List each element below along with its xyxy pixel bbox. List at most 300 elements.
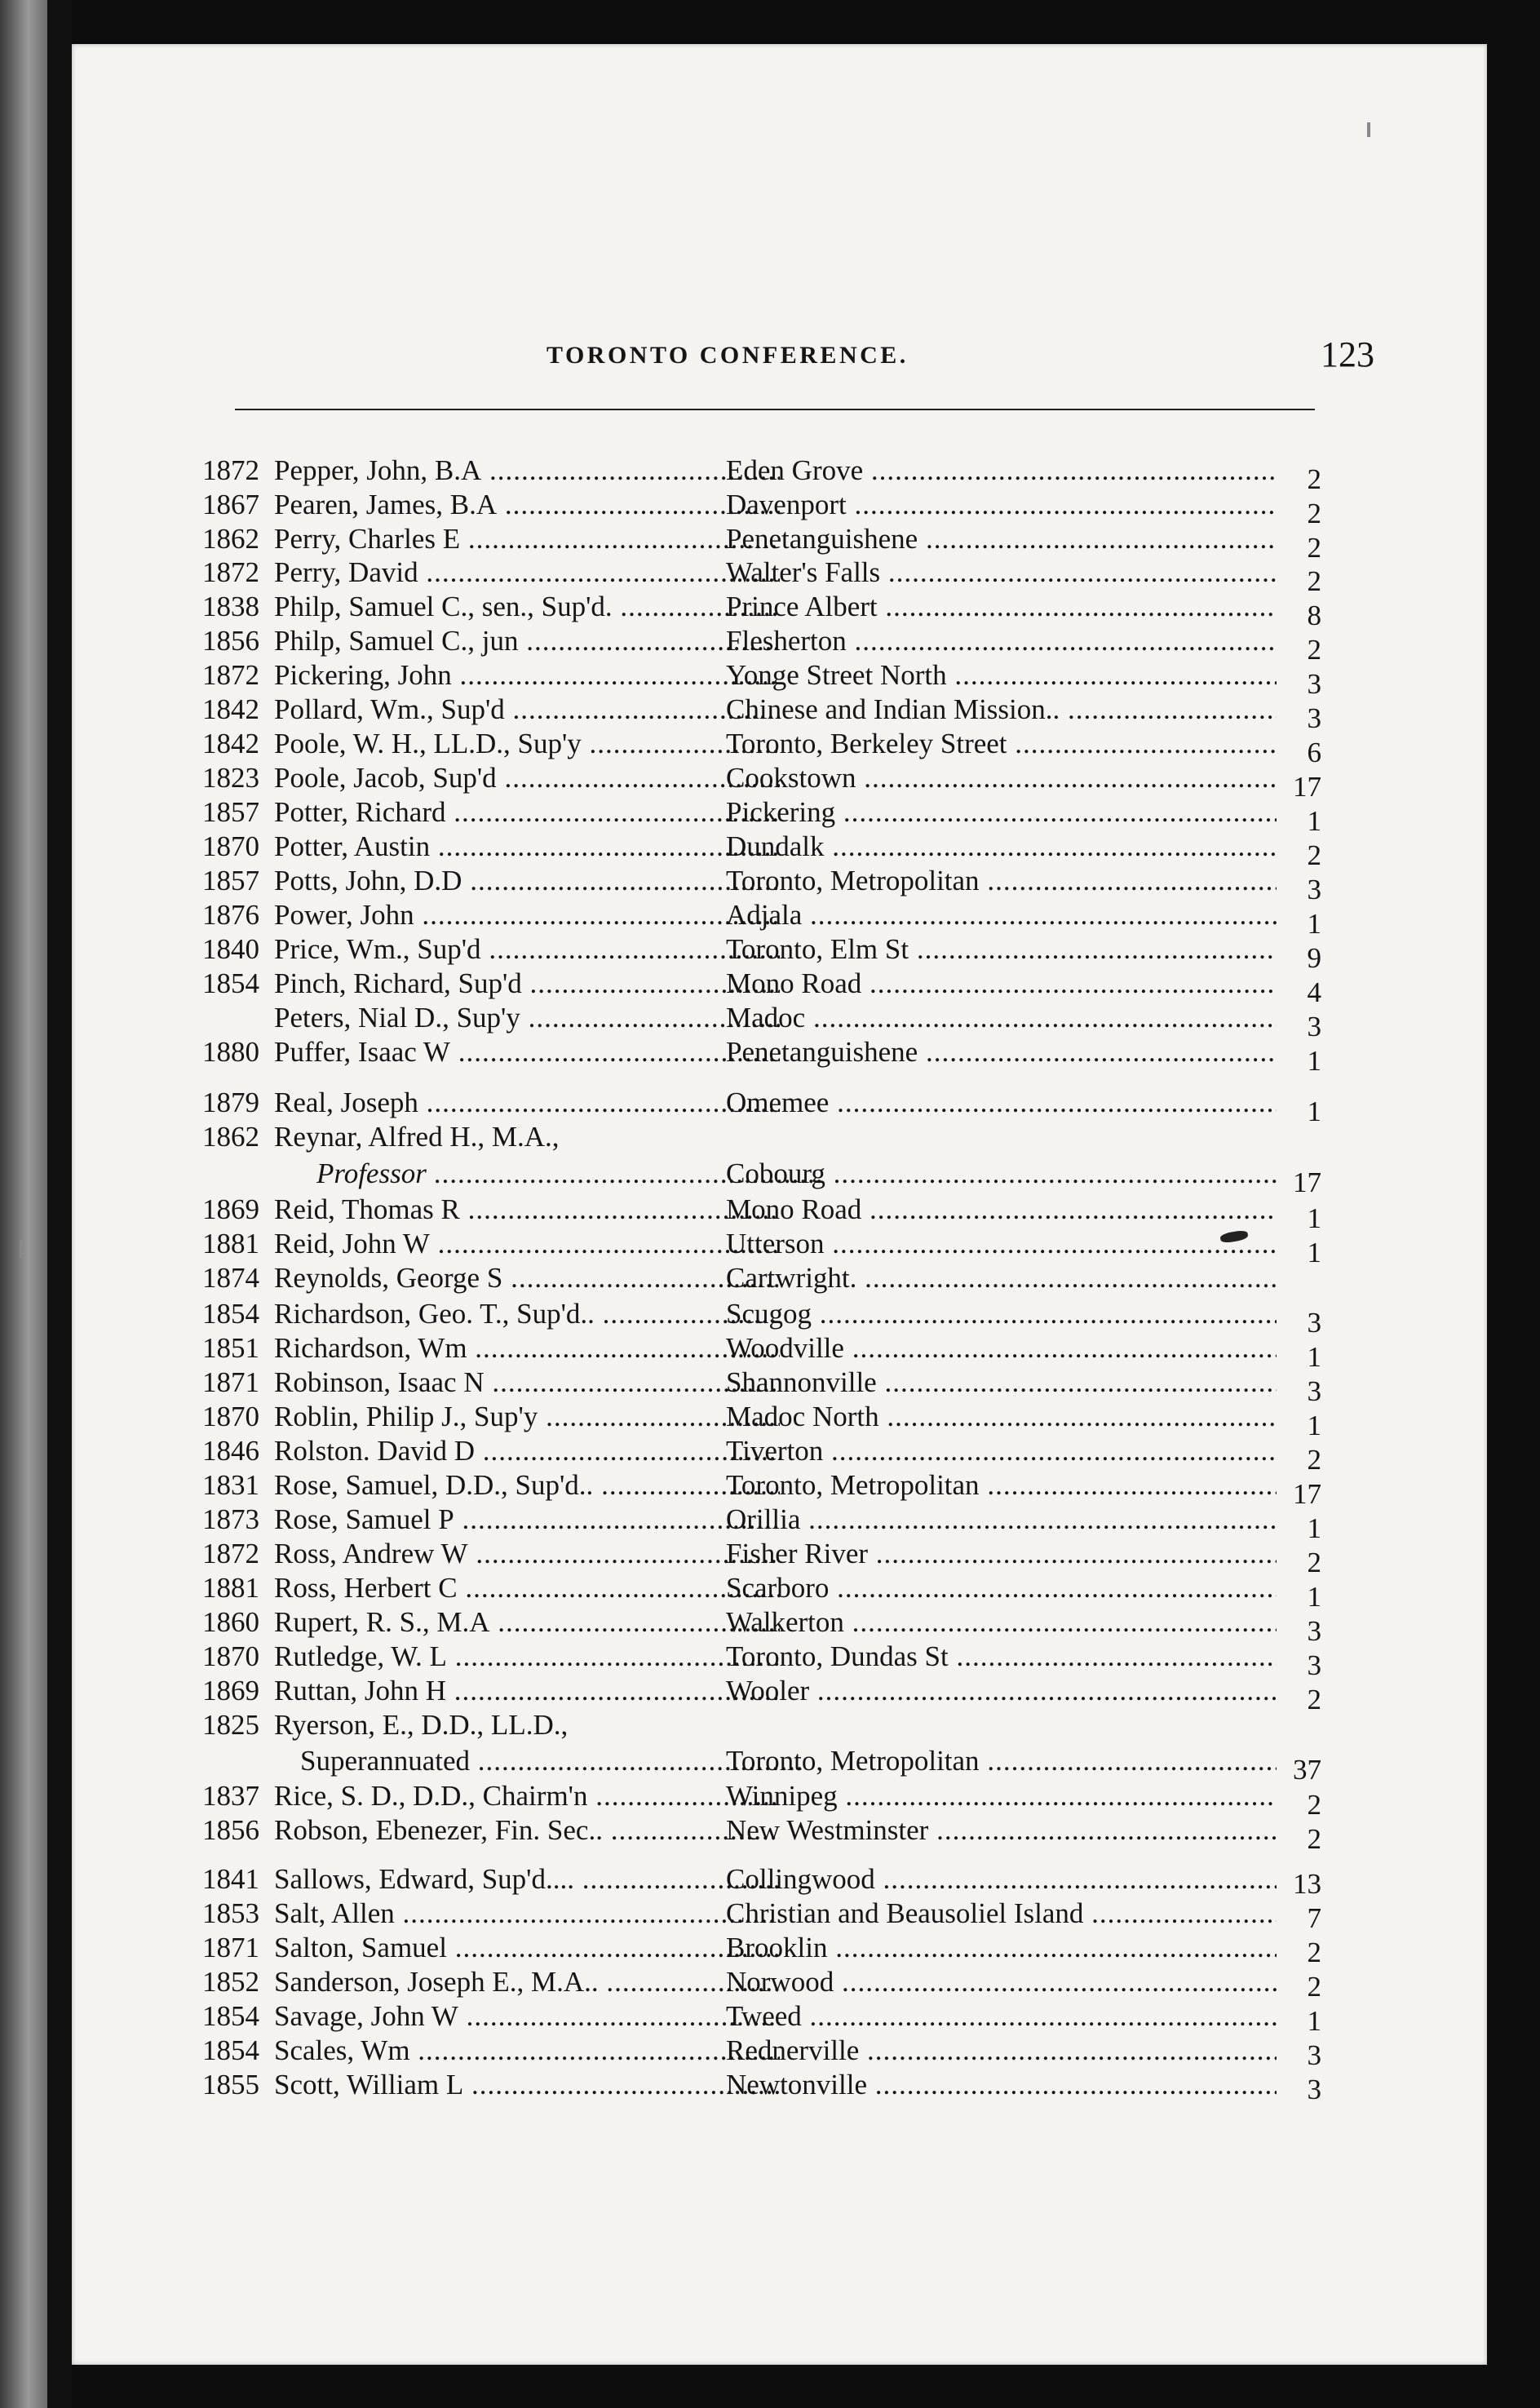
entry-row xyxy=(72,1366,1487,1407)
entry-place-text: Toronto, Elm St xyxy=(726,933,909,965)
entry-year: 1842 xyxy=(202,693,259,725)
entry-name-text: Savage, John W xyxy=(274,2000,458,2032)
entry-name xyxy=(274,489,780,521)
entry-place xyxy=(726,2034,1277,2067)
entry-count: 1 xyxy=(1307,1410,1321,1441)
entry-place-text: Madoc xyxy=(726,1002,806,1034)
entry-place-text: Prince Albert xyxy=(726,591,878,622)
entry-row xyxy=(72,1087,1487,1127)
entry-count: 3 xyxy=(1307,2074,1321,2105)
entry-place-text: Tweed xyxy=(726,2000,802,2032)
entry-place xyxy=(726,1298,1277,1330)
entry-count: 2 xyxy=(1307,565,1321,597)
entry-count: 2 xyxy=(1307,498,1321,529)
entry-place xyxy=(726,830,1277,863)
entry-count: 2 xyxy=(1307,532,1321,564)
entry-place xyxy=(726,1745,1277,1777)
entry-name xyxy=(274,1538,780,1570)
entry-name xyxy=(274,1193,780,1226)
entry-name-text: Roblin, Philip J., Sup'y xyxy=(274,1401,538,1432)
entry-name xyxy=(274,830,780,863)
entry-place-text: Newtonville xyxy=(726,2069,868,2100)
entry-year: 1856 xyxy=(202,1814,259,1846)
entry-count: 1 xyxy=(1307,1581,1321,1613)
entry-row xyxy=(72,1158,1487,1198)
entry-name xyxy=(274,967,780,1000)
entry-count: 17 xyxy=(1293,771,1321,803)
entry-name xyxy=(274,1332,780,1365)
entry-year: 1825 xyxy=(202,1709,259,1741)
entry-place-text: Tiverton xyxy=(726,1435,824,1467)
entry-year: 1857 xyxy=(202,796,259,828)
entry-name xyxy=(274,1036,780,1069)
entry-place xyxy=(726,1814,1277,1847)
entry-count: 3 xyxy=(1307,2039,1321,2071)
entry-place-text: Collingwood xyxy=(726,1863,875,1895)
entry-name-text: Power, John xyxy=(274,899,414,931)
entry-name xyxy=(274,1780,780,1813)
entry-name-text: Pinch, Richard, Sup'd xyxy=(274,967,522,999)
entry-name-text: Reid, John W xyxy=(274,1228,430,1259)
entry-year: 1869 xyxy=(202,1193,259,1225)
entry-year: 1846 xyxy=(202,1435,259,1467)
entry-count: 1 xyxy=(1307,1341,1321,1373)
entry-place xyxy=(726,967,1277,1000)
entry-name xyxy=(274,659,780,692)
entry-row xyxy=(72,1036,1487,1077)
entry-name-text: Rutledge, W. L xyxy=(274,1640,447,1672)
entry-row xyxy=(72,1932,1487,1968)
entry-place xyxy=(726,1193,1277,1226)
entry-place xyxy=(726,1780,1277,1813)
entry-name xyxy=(274,933,780,966)
entry-place xyxy=(726,1036,1277,1069)
entry-row xyxy=(72,933,1487,974)
entry-row xyxy=(72,2069,1487,2105)
entry-place xyxy=(726,1538,1277,1570)
entry-row xyxy=(72,1814,1487,1855)
entry-place-text: Penetanguishene xyxy=(726,523,918,555)
entry-row xyxy=(72,693,1487,734)
entry-place-text: Walter's Falls xyxy=(726,556,881,588)
entry-place xyxy=(726,454,1277,487)
entry-name-text: Reynolds, George S xyxy=(274,1262,503,1294)
entry-row xyxy=(72,1401,1487,1441)
entry-place xyxy=(726,1863,1277,1896)
entry-name-text: Pickering, John xyxy=(274,659,452,691)
entry-place-text: Dundalk xyxy=(726,830,825,862)
entry-place-text: Mono Road xyxy=(726,967,862,999)
entry-name-text: Pearen, James, B.A xyxy=(274,489,498,520)
entry-name-text: Rupert, R. S., M.A xyxy=(274,1606,490,1638)
entry-count: 3 xyxy=(1307,1615,1321,1647)
entry-name xyxy=(274,1121,780,1153)
entry-name-text: Richardson, Geo. T., Sup'd.. xyxy=(274,1298,595,1330)
entry-place-text: Orillia xyxy=(726,1503,801,1535)
entry-count: 3 xyxy=(1307,1307,1321,1339)
entry-row xyxy=(72,1780,1487,1821)
entry-place-text: Madoc North xyxy=(726,1401,879,1432)
entry-name xyxy=(274,1863,780,1896)
entry-place-text: Toronto, Metropolitan xyxy=(726,865,980,896)
entry-year: 1841 xyxy=(202,1863,259,1895)
entry-year: 1854 xyxy=(202,967,259,999)
entry-name xyxy=(274,1814,780,1847)
entry-name-text: Rice, S. D., D.D., Chairm'n xyxy=(274,1780,588,1812)
entry-name-text: Ruttan, John H xyxy=(274,1675,446,1706)
entry-name-text: Ryerson, E., D.D., LL.D., xyxy=(274,1709,569,1741)
entry-year: 1871 xyxy=(202,1366,259,1398)
entry-year: 1854 xyxy=(202,2000,259,2032)
entry-place xyxy=(726,1966,1277,1999)
entry-name-text: Price, Wm., Sup'd xyxy=(274,933,481,965)
entry-row xyxy=(72,1002,1487,1042)
entry-place xyxy=(726,1002,1277,1034)
entry-row xyxy=(72,1538,1487,1578)
entry-name-text: Scales, Wm xyxy=(274,2034,410,2066)
entry-place-text: Toronto, Metropolitan xyxy=(726,1469,980,1501)
entry-row xyxy=(72,523,1487,564)
entry-row xyxy=(72,830,1487,871)
entry-row xyxy=(72,1709,1487,1742)
entry-name xyxy=(274,1897,780,1930)
entry-count: 3 xyxy=(1307,874,1321,905)
entry-row xyxy=(72,1503,1487,1544)
entry-count: 3 xyxy=(1307,1011,1321,1042)
entry-year: 1870 xyxy=(202,830,259,862)
entry-row xyxy=(72,1897,1487,1934)
entry-count: 2 xyxy=(1307,1823,1321,1855)
entry-count: 1 xyxy=(1307,1096,1321,1127)
entry-place-text: Brooklin xyxy=(726,1932,828,1963)
entry-year: 1872 xyxy=(202,659,259,691)
entry-name-text: Robinson, Isaac N xyxy=(274,1366,485,1398)
entry-name xyxy=(274,1002,780,1034)
entry-row xyxy=(72,1469,1487,1510)
entry-row xyxy=(72,796,1487,837)
entry-name-text: Reynar, Alfred H., M.A., xyxy=(274,1121,560,1153)
entry-name xyxy=(274,865,780,897)
entry-year: 1838 xyxy=(202,591,259,622)
entry-place-text: Cobourg xyxy=(726,1158,825,1189)
entry-year: 1870 xyxy=(202,1401,259,1432)
entry-year: 1856 xyxy=(202,625,259,657)
entry-name xyxy=(274,728,780,760)
entry-place xyxy=(726,659,1277,692)
entry-name-text: Salt, Allen xyxy=(274,1897,395,1929)
entry-count: 4 xyxy=(1307,976,1321,1008)
entry-count: 3 xyxy=(1307,1649,1321,1681)
entry-place-text: Flesherton xyxy=(726,625,847,657)
entry-count: 1 xyxy=(1307,1202,1321,1234)
entry-count: 9 xyxy=(1307,942,1321,974)
entry-name-text: Poole, W. H., LL.D., Sup'y xyxy=(274,728,582,759)
entry-place xyxy=(726,1401,1277,1433)
entry-place xyxy=(726,899,1277,932)
entry-row xyxy=(72,1745,1487,1786)
entry-name xyxy=(274,625,780,657)
entry-row xyxy=(72,625,1487,666)
entry-place-text: Pickering xyxy=(726,796,836,828)
entry-count: 13 xyxy=(1293,1868,1321,1900)
entry-row xyxy=(72,1193,1487,1234)
entry-place-text: Davenport xyxy=(726,489,847,520)
entry-row xyxy=(72,454,1487,495)
entry-place xyxy=(726,762,1277,795)
entry-name xyxy=(274,523,780,556)
entry-count: 2 xyxy=(1307,839,1321,871)
entry-name xyxy=(274,1435,780,1467)
entry-name-text: Potter, Richard xyxy=(274,796,446,828)
entry-year: 1842 xyxy=(202,728,259,759)
entry-row xyxy=(72,967,1487,1008)
entry-name-text: Puffer, Isaac W xyxy=(274,1036,450,1068)
entry-place xyxy=(726,1640,1277,1673)
page-number: 123 xyxy=(1321,334,1374,374)
entry-place xyxy=(726,1606,1277,1639)
entry-name xyxy=(274,1675,780,1707)
entry-place xyxy=(726,556,1277,589)
entry-place xyxy=(726,489,1277,521)
entry-name xyxy=(274,1572,780,1605)
entry-place xyxy=(726,933,1277,966)
entry-place xyxy=(726,728,1277,760)
entry-place-text: Scugog xyxy=(726,1298,812,1330)
entry-year: 1881 xyxy=(202,1572,259,1604)
entry-count: 37 xyxy=(1293,1754,1321,1786)
entry-name-text: Sallows, Edward, Sup'd.... xyxy=(274,1863,574,1895)
entry-count: 2 xyxy=(1307,1684,1321,1715)
entry-place-text: Omemee xyxy=(726,1087,830,1118)
entry-name xyxy=(274,796,780,829)
entry-name-text: Real, Joseph xyxy=(274,1087,418,1118)
entry-count: 1 xyxy=(1307,2005,1321,2037)
entry-row xyxy=(72,2000,1487,2037)
entry-name-text: Perry, David xyxy=(274,556,418,588)
entry-year: 1872 xyxy=(202,556,259,588)
entry-year: 1874 xyxy=(202,1262,259,1294)
entry-name xyxy=(274,1366,780,1399)
entry-place xyxy=(726,1366,1277,1399)
entry-row xyxy=(72,1966,1487,2003)
entry-name xyxy=(274,1469,780,1502)
entry-year: 1831 xyxy=(202,1469,259,1501)
entry-name-text: Scott, William L xyxy=(274,2069,464,2100)
entry-row xyxy=(72,2034,1487,2071)
entry-place xyxy=(726,2069,1277,2101)
entry-place xyxy=(726,1228,1277,1260)
book-page xyxy=(72,44,1487,2365)
entry-place-text: Wooler xyxy=(726,1675,810,1706)
gutter-shadow xyxy=(47,0,72,2408)
entry-name-text: Pollard, Wm., Sup'd xyxy=(274,693,505,725)
entry-name-text: Salton, Samuel xyxy=(274,1932,447,1963)
entry-place-text: Chinese and Indian Mission.. xyxy=(726,693,1060,725)
entry-place-text: Toronto, Dundas St xyxy=(726,1640,949,1672)
entry-name-text: Perry, Charles E xyxy=(274,523,461,555)
entry-count: 3 xyxy=(1307,702,1321,734)
entry-count: 1 xyxy=(1307,1045,1321,1077)
entry-place-text: Toronto, Berkeley Street xyxy=(726,728,1007,759)
entry-year: 1854 xyxy=(202,2034,259,2066)
entry-name xyxy=(274,1262,780,1295)
entry-place-text: Christian and Beausoliel Island xyxy=(726,1897,1084,1929)
entry-place xyxy=(726,1503,1277,1536)
entry-count: 3 xyxy=(1307,1375,1321,1407)
entry-name xyxy=(274,1228,780,1260)
entry-count: 2 xyxy=(1307,1971,1321,2003)
entry-name xyxy=(274,1401,780,1433)
entry-year: 1862 xyxy=(202,1121,259,1153)
entry-row xyxy=(72,1298,1487,1339)
entry-row xyxy=(72,1435,1487,1476)
entry-place xyxy=(726,1158,1277,1190)
entry-place xyxy=(726,523,1277,556)
entry-name xyxy=(274,2000,780,2033)
entry-name-text: Professor xyxy=(316,1158,427,1189)
entry-place-text: Fisher River xyxy=(726,1538,869,1569)
entry-row xyxy=(72,1572,1487,1613)
entry-place-text: Woodville xyxy=(726,1332,844,1364)
entry-name-text: Pepper, John, B.A xyxy=(274,454,482,486)
entry-place xyxy=(726,796,1277,829)
entry-count: 2 xyxy=(1307,1789,1321,1821)
entry-row xyxy=(72,899,1487,940)
entry-year: 1855 xyxy=(202,2069,259,2100)
entry-row xyxy=(72,1332,1487,1373)
entry-name-text: Robson, Ebenezer, Fin. Sec.. xyxy=(274,1814,603,1846)
entry-place-text: Scarboro xyxy=(726,1572,830,1604)
entry-count: 1 xyxy=(1307,805,1321,837)
entry-year: 1869 xyxy=(202,1675,259,1706)
entry-place xyxy=(726,1572,1277,1605)
entry-name xyxy=(274,454,780,487)
entry-year: 1870 xyxy=(202,1640,259,1672)
entry-name-text: Philp, Samuel C., jun xyxy=(274,625,519,657)
entry-year: 1862 xyxy=(202,523,259,555)
entry-year: 1840 xyxy=(202,933,259,965)
entry-year: 1872 xyxy=(202,454,259,486)
entry-name-text: Ross, Andrew W xyxy=(274,1538,468,1569)
entry-place xyxy=(726,1469,1277,1502)
entry-name-text: Rose, Samuel, D.D., Sup'd.. xyxy=(274,1469,594,1501)
entry-year: 1852 xyxy=(202,1966,259,1998)
entry-name xyxy=(274,1087,780,1119)
entry-year: 1853 xyxy=(202,1897,259,1929)
entry-name-text: Potts, John, D.D xyxy=(274,865,462,896)
margin-mark xyxy=(20,1240,23,1258)
entry-place xyxy=(726,1897,1277,1930)
entry-row xyxy=(72,1121,1487,1153)
entry-name xyxy=(274,2034,780,2067)
entry-name-text: Sanderson, Joseph E., M.A.. xyxy=(274,1966,599,1998)
entry-name-text: Poole, Jacob, Sup'd xyxy=(274,762,497,794)
entry-place-text: Rednerville xyxy=(726,2034,860,2066)
entry-count: 2 xyxy=(1307,1547,1321,1578)
entry-name xyxy=(274,1932,780,1964)
entry-year: 1880 xyxy=(202,1036,259,1068)
entry-count: 17 xyxy=(1293,1166,1321,1198)
entry-row xyxy=(72,591,1487,631)
entry-count: 7 xyxy=(1307,1902,1321,1934)
entry-name xyxy=(274,1503,780,1536)
entry-count: 1 xyxy=(1307,1237,1321,1268)
running-title: TORONTO CONFERENCE. xyxy=(547,342,909,369)
entry-year: 1857 xyxy=(202,865,259,896)
entry-year: 1823 xyxy=(202,762,259,794)
entry-name xyxy=(274,1606,780,1639)
entry-place xyxy=(726,1332,1277,1365)
entry-place xyxy=(726,693,1277,726)
entry-row xyxy=(72,762,1487,803)
entry-name xyxy=(274,1640,780,1673)
entry-count: 2 xyxy=(1307,1444,1321,1476)
entry-place-text: Yonge Street North xyxy=(726,659,947,691)
entry-name-text: Reid, Thomas R xyxy=(274,1193,460,1225)
entry-place-text: Adjala xyxy=(726,899,803,931)
entry-row xyxy=(72,1228,1487,1268)
entry-place xyxy=(726,591,1277,623)
entry-row xyxy=(72,1863,1487,1900)
entry-row xyxy=(72,1640,1487,1681)
entry-place-text: Walkerton xyxy=(726,1606,844,1638)
entry-name xyxy=(274,2069,780,2101)
entry-place-text: New Westminster xyxy=(726,1814,929,1846)
ministers-list xyxy=(72,44,1487,2365)
entry-count: 2 xyxy=(1307,1937,1321,1968)
entry-name-text: Potter, Austin xyxy=(274,830,431,862)
entry-year: 1873 xyxy=(202,1503,259,1535)
entry-count: 1 xyxy=(1307,1512,1321,1544)
entry-year: 1860 xyxy=(202,1606,259,1638)
entry-count: 1 xyxy=(1307,908,1321,940)
entry-place-text: Cartwright. xyxy=(726,1262,857,1294)
entry-place xyxy=(726,1675,1277,1707)
entry-year: 1851 xyxy=(202,1332,259,1364)
entry-count: 8 xyxy=(1307,600,1321,631)
entry-year: 1867 xyxy=(202,489,259,520)
entry-name-text: Superannuated xyxy=(300,1745,470,1777)
entry-name-text: Rose, Samuel P xyxy=(274,1503,454,1535)
entry-row xyxy=(72,1606,1487,1647)
entry-name xyxy=(274,1298,780,1330)
entry-name xyxy=(274,693,780,726)
entry-name-text: Ross, Herbert C xyxy=(274,1572,458,1604)
entry-place-text: Utterson xyxy=(726,1228,825,1259)
entry-year: 1871 xyxy=(202,1932,259,1963)
entry-count: 6 xyxy=(1307,737,1321,768)
entry-name xyxy=(274,899,780,932)
entry-name xyxy=(274,1966,780,1999)
entry-name xyxy=(274,591,780,623)
entry-place-text: Winnipeg xyxy=(726,1780,838,1812)
entry-row xyxy=(72,556,1487,597)
entry-place xyxy=(726,865,1277,897)
adjacent-page-edge xyxy=(0,0,47,2408)
entry-count: 3 xyxy=(1307,668,1321,700)
entry-row xyxy=(72,728,1487,768)
entry-place xyxy=(726,625,1277,657)
entry-place xyxy=(726,2000,1277,2033)
entry-year: 1881 xyxy=(202,1228,259,1259)
entry-count: 17 xyxy=(1293,1478,1321,1510)
entry-row xyxy=(72,489,1487,529)
entry-name xyxy=(274,556,780,589)
entry-name-text: Richardson, Wm xyxy=(274,1332,467,1364)
entry-year: 1837 xyxy=(202,1780,259,1812)
entry-place-text: Penetanguishene xyxy=(726,1036,918,1068)
entry-row xyxy=(72,865,1487,905)
